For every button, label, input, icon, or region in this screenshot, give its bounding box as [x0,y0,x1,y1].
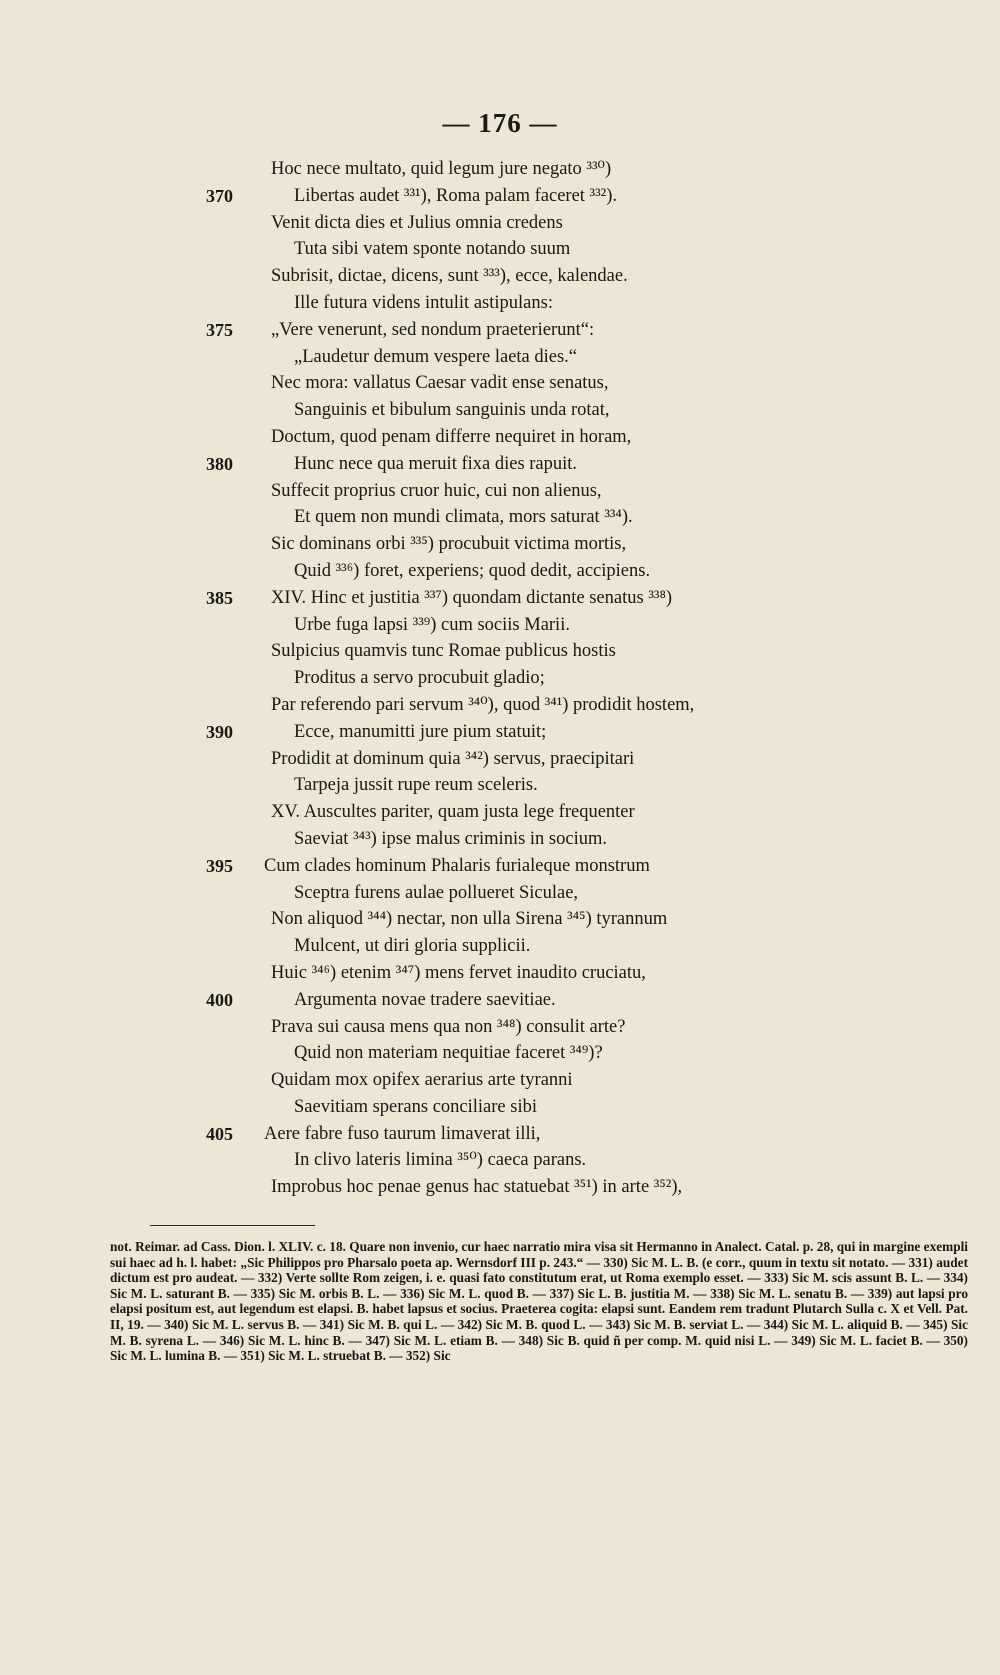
verse-line [0,210,1000,237]
verse-text: Mulcent, ut diri gloria supplicii. [294,936,531,957]
verse-line [0,960,1000,987]
verse-text: „Laudetur demum vespere laeta dies.“ [294,346,578,367]
verse-block [0,156,1000,1201]
verse-text: Tarpeja jussit rupe reum sceleris. [294,775,538,796]
verse-text: Quidam mox opifex aerarius arte tyranni [271,1070,573,1091]
verse-line [0,1147,1000,1174]
verse-text: Improbus hoc penae genus hac statuebat ³⁵¹) in arte ³⁵²), [271,1177,683,1198]
verse-text: Hoc nece multato, quid legum jure negato ³³⁰) [271,159,612,179]
verse-line [0,772,1000,799]
line-number: 385 [206,587,233,608]
verse-line [0,451,1000,478]
verse-text: Proditus a servo procubuit gladio; [294,668,545,689]
verse-line [0,1121,1000,1148]
verse-text: Argumenta novae tradere saevitiae. [294,989,556,1010]
line-number: 380 [206,453,233,474]
verse-text: Suffecit proprius cruor huic, cui non alienus, [271,480,602,501]
verse-line [0,906,1000,933]
verse-text: Tuta sibi vatem sponte notando suum [294,239,571,260]
verse-line [0,638,1000,665]
line-number: 395 [206,855,233,876]
verse-line [0,183,1000,210]
verse-text: Libertas audet ³³¹), Roma palam faceret ³³²). [294,185,617,206]
verse-text: XV. Auscultes pariter, quam justa lege frequenter [271,802,635,823]
verse-text: Non aliquod ³⁴⁴) nectar, non ulla Sirena ³⁴⁵) tyrannum [271,909,668,930]
verse-text: Sic dominans orbi ³³⁵) procubuit victima mortis, [271,534,627,555]
verse-text: Aere fabre fuso taurum limaverat illi, [264,1123,541,1144]
verse-line [0,799,1000,826]
verse-text: In clivo lateris limina ³⁵⁰) caeca parans. [294,1150,587,1171]
verse-text: Subrisit, dictae, dicens, sunt ³³³), ecce, kalendae. [271,266,628,287]
verse-text: Hunc nece qua meruit fixa dies rapuit. [294,453,578,474]
verse-line [0,1174,1000,1201]
verse-line [0,612,1000,639]
verse-text: Et quem non mundi climata, mors saturat ³³⁴). [294,507,633,528]
verse-text: Doctum, quod penam differre nequiret in horam, [271,426,632,447]
verse-text: Ecce, manumitti jure pium statuit; [294,721,547,742]
verse-line [0,826,1000,853]
verse-text: Saeviat ³⁴³) ipse malus criminis in socium. [294,828,607,849]
verse-text: Quid non materiam nequitiae faceret ³⁴⁹)? [294,1043,603,1064]
verse-line [0,585,1000,612]
verse-text: Saevitiam sperans conciliare sibi [294,1096,537,1117]
verse-line [0,156,1000,183]
verse-text: Prava sui causa mens qua non ³⁴⁸) consulit arte? [271,1016,626,1037]
verse-line [0,933,1000,960]
verse-text: Sceptra furens aulae pollueret Siculae, [294,882,579,903]
verse-line [0,370,1000,397]
verse-line [0,290,1000,317]
verse-line [0,424,1000,451]
line-number: 405 [206,1123,233,1144]
verse-line [0,1014,1000,1041]
verse-text: Sulpicius quamvis tunc Romae publicus hostis [271,641,616,662]
verse-line [0,692,1000,719]
page-number-header: — 176 — [442,108,558,138]
verse-text: Par referendo pari servum ³⁴⁰), quod ³⁴¹) prodidit hostem, [271,694,695,715]
verse-text: Venit dicta dies et Julius omnia credens [271,212,563,233]
verse-text: XIV. Hinc et justitia ³³⁷) quondam dictante senatus ³³⁸) [271,587,673,608]
verse-line [0,1067,1000,1094]
verse-line [0,987,1000,1014]
verse-line [0,478,1000,505]
line-number: 400 [206,989,233,1010]
footnotes [110,1239,968,1364]
verse-line [0,719,1000,746]
verse-text: Ille futura videns intulit astipulans: [294,292,553,313]
verse-line [0,317,1000,344]
verse-line [0,344,1000,371]
verse-text: Quid ³³⁶) foret, experiens; quod dedit, accipiens. [294,560,651,581]
verse-line [0,531,1000,558]
footnote-text: not. Reimar. ad Cass. Dion. l. XLIV. c. 18. Quare non invenio, cur haec narratio mira visa sit Hermanno in Analect. Catal. p. 28, qui in margine exempli sui haec ad h. l. habet: „Sic Philippos pro Pharsalo poeta ap. Wernsdorf III p. 243.“ — 330) Sic M. L. B. (e corr., quum in textu sit notato. — 331) audet dictum est pro audeat. — 332) Verte sollte Rom zeigen, i. e. quasi fato constitutum erat, ut Roma exemplo esset. — 333) Sic M. scis assunt B. L. — 334) Sic M. L. saturant B. — 335) Sic M. orbis B. L. — 336) Sic M. L. quod B. — 337) Sic L. B. justitia M. — 338) Sic M. L. senatu B. — 339) aut lapsi pro elapsi positum est, aut legendum est elapsi. B. habet lapsus et socius. Praeterea cogita: elapsi sunt. Eandem rem tradunt Plutarch Sulla c. X et Vell. Pat. II, 19. — 340) Sic M. L. servus B. — 341) Sic M. B. qui L. — 342) Sic M. B. quod L. — 343) Sic M. B. serviat L. — 344) Sic M. L. aliquid B. — 345) Sic M. B. syrena L. — 346) Sic M. L. hinc B. — 347) Sic M. L. etiam B. — 348) Sic B. quid ñ per comp. M. quid nisi L. — 349) Sic M. L. faciet B. — 350) Sic M. L. lumina B. — 351) Sic M. L. struebat B. — 352) Sic [110,1239,968,1364]
verse-line [0,236,1000,263]
verse-text: Huic ³⁴⁶) etenim ³⁴⁷) mens fervet inaudito cruciatu, [271,962,646,983]
line-number: 370 [206,185,233,206]
line-number: 390 [206,721,233,742]
verse-line [0,853,1000,880]
verse-line [0,263,1000,290]
verse-line [0,1040,1000,1067]
verse-text: Prodidit at dominum quia ³⁴²) servus, praecipitari [271,748,635,769]
footnote-divider [150,1225,315,1226]
verse-line [0,665,1000,692]
verse-line [0,397,1000,424]
verse-line [0,1094,1000,1121]
verse-line [0,558,1000,585]
verse-text: Cum clades hominum Phalaris furialeque monstrum [264,855,650,876]
verse-text: Urbe fuga lapsi ³³⁹) cum sociis Marii. [294,614,570,635]
verse-line [0,880,1000,907]
verse-text: Sanguinis et bibulum sanguinis unda rotat, [294,400,610,421]
verse-text: „Vere venerunt, sed nondum praeterierunt“: [271,319,595,340]
verse-line [0,504,1000,531]
verse-line [0,746,1000,773]
line-number: 375 [206,319,233,340]
verse-text: Nec mora: vallatus Caesar vadit ense senatus, [271,373,609,394]
